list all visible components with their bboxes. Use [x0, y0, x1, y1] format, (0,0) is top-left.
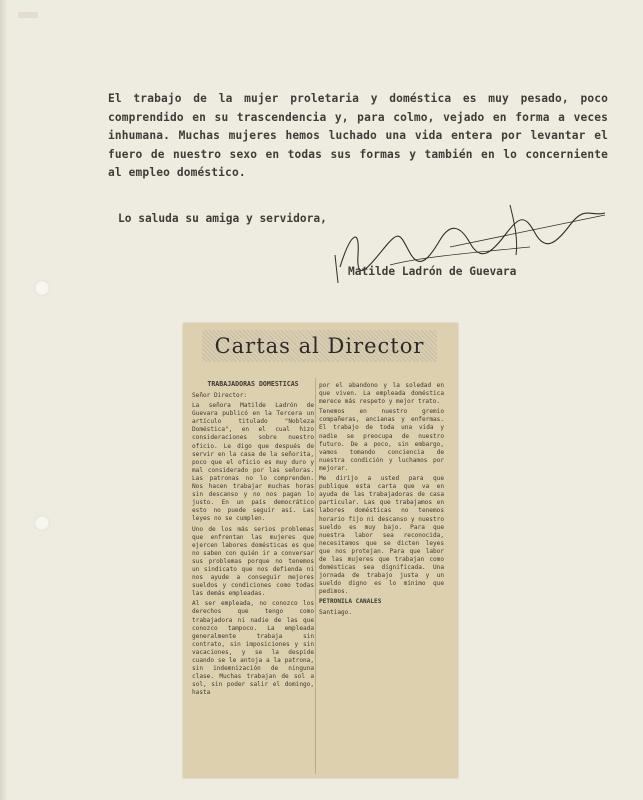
punch-hole-bottom — [34, 515, 50, 531]
clipping-paragraph: Tenemos en nuestro gremio compañeras, ancianas y enfermas. El trabajo de toda una vida y nadie se preocupa de nuestro futuro. De a poco, sin embargo, vamos tomando conciencia de nuestra condición y luchamos por mejorar. — [319, 408, 444, 472]
punch-hole-top — [34, 280, 50, 296]
letter-closing: Lo saluda su amiga y servidora, — [118, 212, 327, 225]
clipping-headline: TRABAJADORAS DOMESTICAS — [207, 380, 299, 388]
clipping-paragraph: Al ser empleada, no conozco los derechos que tengo como trabajadora ni nadie de las que conozco tampoco. La empleada generalmente trabaja sin contrato, sin imposiciones y sin vacaciones, y se la despide cuando se le antoja a la patrona, sin indemnización de ninguna clase. Muchas trabajan de sol a sol, sin poder salir el domingo, hasta — [192, 600, 314, 697]
page-edge-shadow — [0, 0, 8, 800]
clipping-paragraph: Señor Director: — [192, 392, 248, 399]
letter-body — [108, 90, 615, 183]
clipping-paragraph: Me dirijo a usted para que publique esta carta que va en ayuda de las trabajadoras de casa particular. Las que trabajamos en labores domésticas no tenemos horario fijo ni descanso y nuestro sueldo es muy bajo. Para que nuestra labor sea reconocida, necesitamos que se dicten leyes que nos protejan. Para que labor de las mujeres que trabajan como domésticas sea dignificada. Una jornada de trabajo justa y un sueldo digno es lo mínimo que pedimos. — [319, 475, 444, 596]
signer-name: Matilde Ladrón de Guevara — [348, 265, 517, 278]
clipping-left-column — [192, 380, 314, 699]
column-divider — [315, 378, 316, 774]
clipping-author: PETRONILA CANALES — [319, 598, 382, 606]
clipping-paragraph: La señora Matilde Ladrón de Guevara publicó en la Tercera un artículo titulado "Nobleza Doméstica", en el cual hizo consideraciones sobre nuestro oficio. Le digo que después de servir en la casa de la señorita, poco que el oficio es muy duro y mal considerado por las señoras. Las patronas no lo comprenden. Nos hacen trabajar muchas horas sin descanso y no nos pagan lo justo. En un país democrático esto no puede seguir así. Las leyes no se cumplen. — [192, 402, 314, 523]
clipping-paragraph: por el abandono y la soledad en que viven. La empleada doméstica merece más respeto y mejor trato. — [319, 382, 444, 406]
letter-paragraph: El trabajo de la mujer proletaria y doméstica es muy pesado, poco comprendido en su trascendencia y, para colmo, vejado en forma a veces inhumana. Muchas mujeres hemos luchado una vida entera por levantar el fuero de nuestro sexo en todas sus formas y también en lo concerniente al empleo doméstico. — [108, 92, 615, 179]
paper-stain — [18, 12, 38, 18]
clipping-location: Santiago. — [319, 608, 353, 616]
clipping-right-column — [319, 382, 444, 619]
clipping-paragraph: Uno de los más serios problemas que enfrentan las mujeres que ejercen labores domésticas es que no saben con quién ir a conversar sus problemas porque no tenemos un sindicato que nos defienda ni nos ayude a conseguir mejores sueldos y condiciones como todas las demás empleadas. — [192, 525, 314, 598]
clipping-masthead: Cartas al Director — [202, 330, 437, 362]
